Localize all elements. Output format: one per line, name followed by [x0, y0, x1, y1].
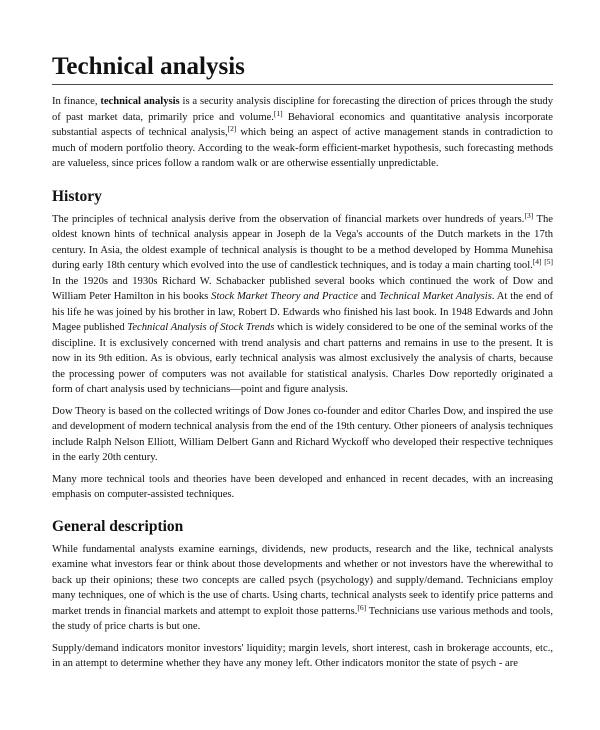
intro-text-3: Behavioral economics and quantitative analysis incorporate substantial aspects of technical analysis, — [52, 111, 553, 138]
citation-4-link[interactable]: [4] — [532, 257, 542, 266]
page-title: Technical analysis — [52, 52, 553, 85]
intro-text-1: In finance, — [52, 96, 101, 107]
general-p1-text-2: Technicians use various methods and tools, the study of price charts is but one. — [52, 605, 553, 632]
general-paragraph-2: Supply/demand indicators monitor investors' liquidity; margin levels, short interest, cash in brokerage accounts, etc., in an attempt to determine whether they have any money left. Other indicators monitor the state of psych - are — [52, 642, 553, 669]
intro-bold-term: technical analysis — [100, 96, 180, 107]
book-title-3: Technical Analysis of Stock Trends — [127, 322, 275, 333]
citation-5-link[interactable]: [5] — [544, 257, 553, 266]
citation-3-link[interactable]: [3] — [524, 210, 534, 220]
citation-2-link[interactable]: [2] — [227, 124, 237, 133]
intro-text-4: which being an aspect of active management stands in contradiction to much of modern portfolio theory. According to the weak-form efficient-market hypothesis, such forecasting methods are valueless, since prices follow a random walk or are otherwise essentially unpredictable. — [52, 127, 553, 169]
intro-paragraph — [52, 94, 553, 172]
citation-1-link[interactable]: [1] — [273, 108, 283, 118]
general-paragraph-1 — [52, 542, 553, 635]
history-p1-text-1: The principles of technical analysis derive from the observation of financial markets over hundreds of years. — [52, 213, 525, 225]
citation-6-link[interactable]: [6] — [357, 602, 367, 612]
history-p1-text-4: and — [357, 291, 379, 302]
history-p1-text-3: In the 1920s and 1930s Richard W. Schabacker published several books which continued the work of Dow and William Peter Hamilton in his books — [52, 275, 553, 302]
history-paragraph-1 — [52, 212, 553, 398]
history-paragraph-2: Dow Theory is based on the collected writings of Dow Jones co-founder and editor Charles Dow, and inspired the use and development of modern technical analysis from the end of the 19th century. Other pioneers of analysis techniques include Ralph Nelson Elliott, William Delbert Gann and Richard Wyckoff who developed their respective techniques in the early 20th century. — [52, 405, 553, 463]
history-p1-text-2: The oldest known hints of technical analysis appear in Joseph de la Vega's accounts of the Dutch markets in the 17th century. In Asia, the oldest example of technical analysis is thought to be a method developed by Homma Munehisa during early 18th century which evolved into the use of candlestick techniques, and is today a main charting tool. — [52, 213, 553, 271]
book-title-1: Stock Market Theory and Practice — [211, 291, 358, 302]
history-paragraph-3: Many more technical tools and theories have been developed and enhanced in recent decades, with an increasing emphasis on computer-assisted techniques. — [52, 473, 553, 500]
history-p1-text-5: . At the end of his life he was joined by his brother in law, Robert D. Edwards who finished his last book. In 1948 Edwards and John Magee published — [52, 291, 553, 333]
section-heading-general-description: General description — [52, 517, 184, 535]
intro-text-2: is a security analysis discipline for forecasting the direction of prices through the study of past market data, primarily price and volume. — [52, 96, 553, 123]
section-heading-history: History — [52, 187, 102, 205]
book-title-2: Technical Market Analysis — [378, 291, 492, 302]
history-p1-text-6: which is widely considered to be one of the seminal works of the discipline. It is exclusively concerned with trend analysis and chart patterns and remains in use to the present. It is now in its 9th edition. As is obvious, early technical analysis was almost exclusively the analysis of charts, because the processing power of computers was not available for statistical analysis. Charles Dow reportedly originated a form of chart analysis used by technicians—point and figure analysis. — [52, 322, 553, 395]
general-p1-text-1: While fundamental analysts examine earnings, dividends, new products, research and the like, technical analysts examine what investors fear or think about those developments and whether or not investors have the wherewithal to back up their opinions; these two concepts are called psych (psychology) and supply/demand. Technicians employ many techniques, one of which is the use of charts. Using charts, technical analysts seek to identify price patterns and market trends in financial markets and attempt to exploit those patterns. — [52, 543, 553, 617]
